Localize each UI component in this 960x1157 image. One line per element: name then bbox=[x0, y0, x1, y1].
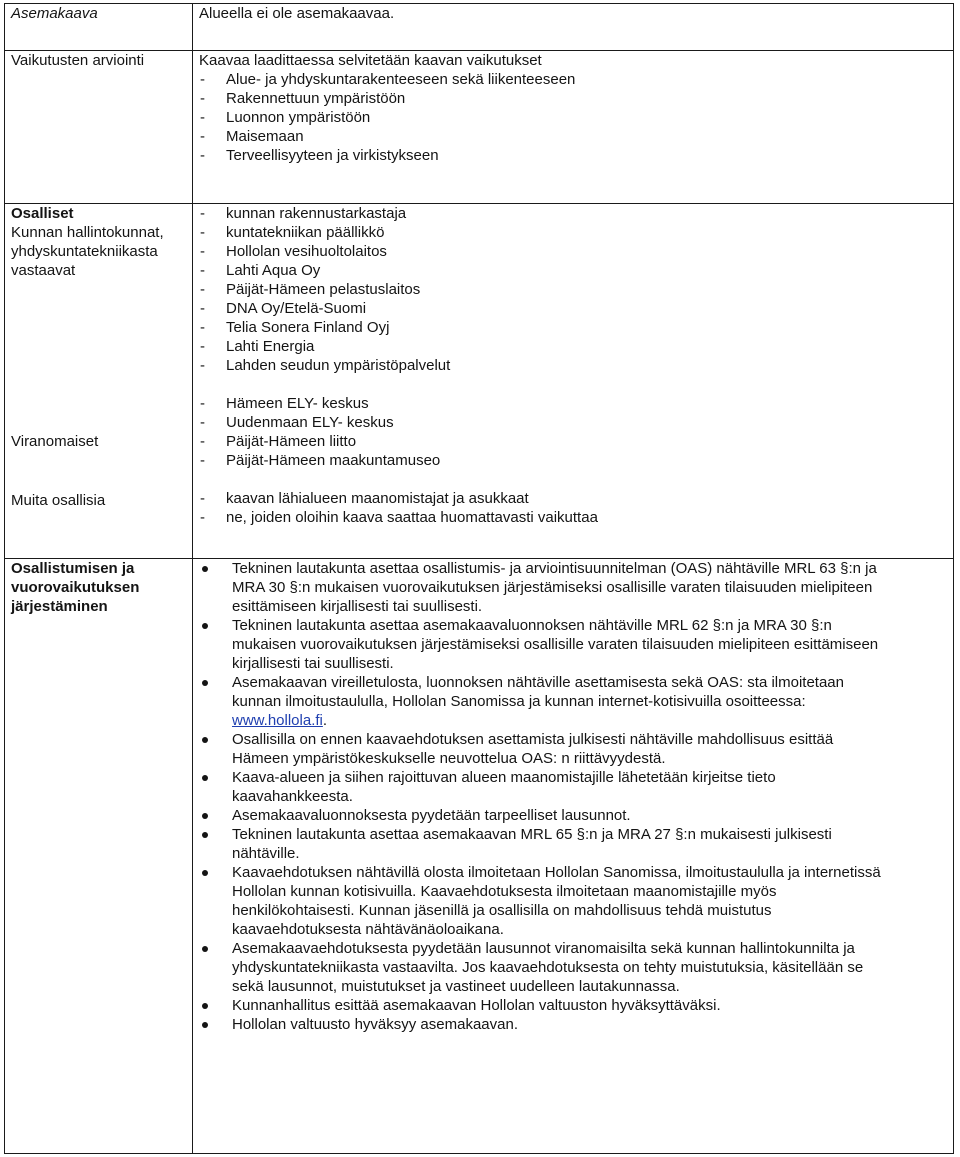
municipal-parties-list bbox=[199, 204, 947, 375]
asemakaava-value: Alueella ei ole asemakaavaa. bbox=[193, 4, 954, 51]
authorities-label: Viranomaiset bbox=[11, 433, 99, 450]
municipal-party-item: - kuntatekniikan päällikkö bbox=[199, 223, 947, 242]
impact-intro: Kaavaa laadittaessa selvitetään kaavan vaikutukset bbox=[199, 52, 542, 69]
municipal-party-item: - Telia Sonera Finland Oyj bbox=[199, 318, 947, 337]
other-party-item: - ne, joiden oloihin kaava saattaa huomattavasti vaikuttaa bbox=[199, 508, 947, 527]
parties-label-line: Kunnan hallintokunnat, bbox=[11, 224, 164, 241]
bullet-icon bbox=[202, 1022, 208, 1028]
impact-item: - Luonnon ympäristöön bbox=[199, 108, 947, 127]
participation-item: Kunnanhallitus esittää asemakaavan Hollolan valtuuston hyväksyttäväksi. bbox=[199, 996, 947, 1015]
impact-item: - Alue- ja yhdyskuntarakenteeseen sekä liikenteeseen bbox=[199, 70, 947, 89]
participation-item: Hollolan valtuusto hyväksyy asemakaavan. bbox=[199, 1015, 947, 1034]
impact-item: - Terveellisyyteen ja virkistykseen bbox=[199, 146, 947, 165]
participation-label-line: vuorovaikutuksen bbox=[11, 579, 140, 596]
participation-label-cell bbox=[5, 559, 193, 1154]
parties-label-line: vastaavat bbox=[11, 262, 76, 279]
parties-label-cell bbox=[5, 204, 193, 559]
parties-label-line: yhdyskuntatekniikasta bbox=[11, 243, 158, 260]
municipal-party-item: - Hollolan vesihuoltolaitos bbox=[199, 242, 947, 261]
row-participation bbox=[5, 559, 954, 1154]
municipal-party-item: - Päijät-Hämeen pelastuslaitos bbox=[199, 280, 947, 299]
participation-label-line: järjestäminen bbox=[11, 598, 108, 615]
participation-item: Tekninen lautakunta asettaa osallistumis- ja arviointisuunnitelman (OAS) nähtäville MRL 63 §:n ja MRA 30 §:n mukaisen vuorovaikutuksen järjestämiseksi osallisille varaten tilaisuuden mielipiteen esittämiseen kirjallisesti tai suullisesti. bbox=[199, 559, 947, 616]
others-label: Muita osallisia bbox=[11, 492, 106, 509]
authority-item: - Päijät-Hämeen liitto bbox=[199, 432, 947, 451]
impact-label: Vaikutusten arviointi bbox=[5, 51, 193, 204]
municipal-party-item: - DNA Oy/Etelä-Suomi bbox=[199, 299, 947, 318]
authorities-list bbox=[199, 394, 947, 470]
authority-item: - Uudenmaan ELY- keskus bbox=[199, 413, 947, 432]
asemakaava-label: Asemakaava bbox=[5, 4, 193, 51]
bullet-icon bbox=[202, 737, 208, 743]
parties-title: Osalliset bbox=[11, 205, 74, 222]
plan-info-table bbox=[4, 3, 954, 1154]
bullet-icon bbox=[202, 813, 208, 819]
other-party-item: - kaavan lähialueen maanomistajat ja asukkaat bbox=[199, 489, 947, 508]
participation-item: Asemakaavan vireilletulosta, luonnoksen nähtäville asettamisesta sekä OAS: sta ilmoitetaan kunnan ilmoitustaululla, Hollolan Sanomissa ja kunnan internet-kotisivuilla osoitteessa: www.hollola.fi. bbox=[199, 673, 947, 730]
row-impact-assessment bbox=[5, 51, 954, 204]
participation-item: Osallisilla on ennen kaavaehdotuksen asettamista julkisesti nähtäville mahdollisuus esittää Hämeen ympäristökeskukselle neuvottelua OAS: n riittävyydestä. bbox=[199, 730, 947, 768]
bullet-icon bbox=[202, 775, 208, 781]
authority-item: - Hämeen ELY- keskus bbox=[199, 394, 947, 413]
impact-item: - Rakennettuun ympäristöön bbox=[199, 89, 947, 108]
bullet-icon bbox=[202, 946, 208, 952]
participation-item: Asemakaavaehdotuksesta pyydetään lausunnot viranomaisilta sekä kunnan hallintokunnilta ja yhdyskuntatekniikasta vastaavilta. Jos kaavaehdotuksesta on tehty muistutuksia, käsitellään se sekä lausunnot, muistutukset ja vastineet uudelleen lautakunnassa. bbox=[199, 939, 947, 996]
bullet-icon bbox=[202, 870, 208, 876]
authority-item: - Päijät-Hämeen maakuntamuseo bbox=[199, 451, 947, 470]
participation-item: Tekninen lautakunta asettaa asemakaavan MRL 65 §:n ja MRA 27 §:n mukaisesti julkisesti nähtäville. bbox=[199, 825, 947, 863]
participation-item: Kaavaehdotuksen nähtävillä olosta ilmoitetaan Hollolan Sanomissa, ilmoitustaululla ja internetissä Hollolan kunnan kotisivuilla. Kaavaehdotuksesta ilmoitetaan maanomistajille myös henkilökohtaisesti. Kunnan jäsenillä ja osallisilla on mahdollisuus tehdä muistutus kaavaehdotuksesta nähtävänäoloaikana. bbox=[199, 863, 947, 939]
municipal-party-item: - Lahden seudun ympäristöpalvelut bbox=[199, 356, 947, 375]
municipal-party-item: - kunnan rakennustarkastaja bbox=[199, 204, 947, 223]
participation-content bbox=[193, 559, 954, 1154]
municipal-party-item: - Lahti Aqua Oy bbox=[199, 261, 947, 280]
participation-item: Kaava-alueen ja siihen rajoittuvan alueen maanomistajille lähetetään kirjeitse tieto kaavahankkeesta. bbox=[199, 768, 947, 806]
impact-list bbox=[199, 70, 947, 165]
bullet-icon bbox=[202, 566, 208, 572]
participation-item: Asemakaavaluonnoksesta pyydetään tarpeelliset lausunnot. bbox=[199, 806, 947, 825]
impact-item: - Maisemaan bbox=[199, 127, 947, 146]
bullet-icon bbox=[202, 1003, 208, 1009]
bullet-icon bbox=[202, 623, 208, 629]
municipal-party-item: - Lahti Energia bbox=[199, 337, 947, 356]
parties-content bbox=[193, 204, 954, 559]
bullet-icon bbox=[202, 680, 208, 686]
participation-item: Tekninen lautakunta asettaa asemakaavaluonnoksen nähtäville MRL 62 §:n ja MRA 30 §:n mukaisen vuorovaikutuksen järjestämiseksi osallisille varaten tilaisuuden mielipiteen esittämiseen kirjallisesti tai suullisesti. bbox=[199, 616, 947, 673]
hollola-website-link[interactable]: www.hollola.fi bbox=[232, 712, 323, 729]
bullet-icon bbox=[202, 832, 208, 838]
row-parties bbox=[5, 204, 954, 559]
row-asemakaava bbox=[5, 4, 954, 51]
participation-label-line: Osallistumisen ja bbox=[11, 560, 135, 577]
other-parties-list bbox=[199, 489, 947, 527]
impact-content bbox=[193, 51, 954, 204]
participation-list bbox=[199, 559, 947, 1034]
